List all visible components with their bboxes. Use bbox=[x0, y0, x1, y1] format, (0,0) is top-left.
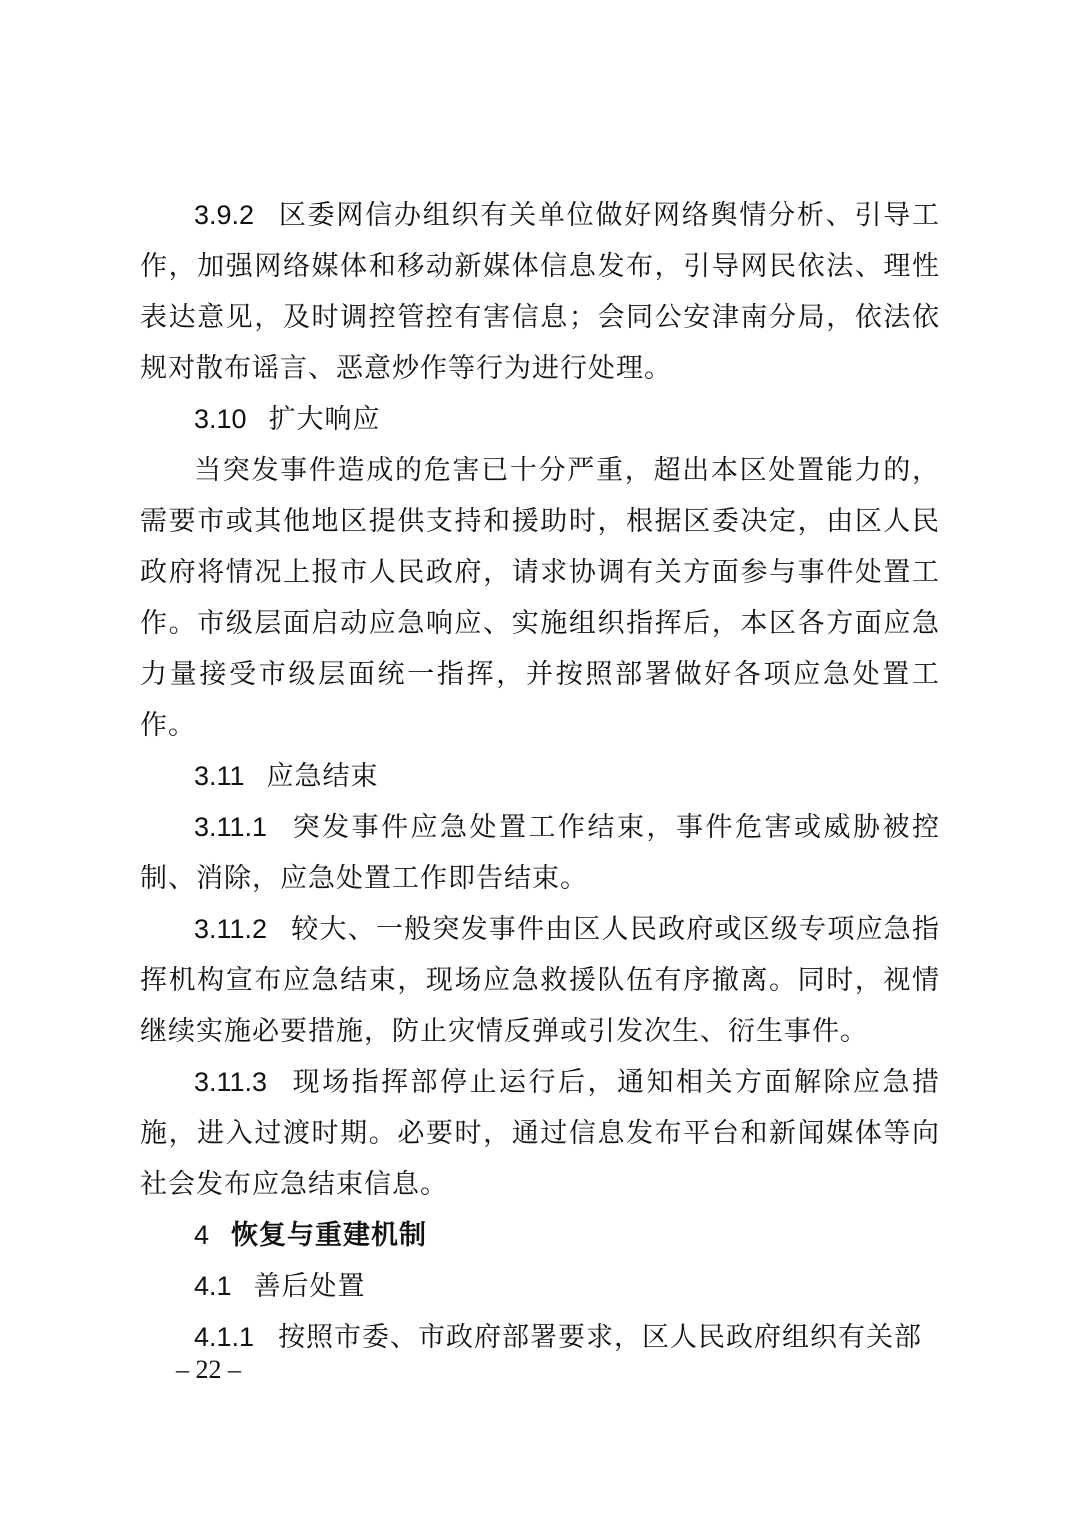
heading-3-11 bbox=[140, 751, 940, 802]
heading-4 bbox=[140, 1210, 940, 1261]
heading-text: 善后处置 bbox=[253, 1271, 366, 1302]
paragraph-text: 突发事件应急处置工作结束，事件危害或威胁被控制、消除，应急处置工作即告结束。 bbox=[140, 812, 940, 894]
section-number: 3.11 bbox=[194, 761, 245, 791]
section-number: 4.1.1 bbox=[194, 1322, 255, 1352]
paragraph-4-1-1 bbox=[140, 1312, 940, 1363]
heading-text: 扩大响应 bbox=[268, 404, 381, 435]
section-number: 4.1 bbox=[194, 1271, 232, 1301]
paragraph-text: 较大、一般突发事件由区人民政府或区级专项应急指挥机构宣布应急结束，现场应急救援队伍有序撤离。同时，视情继续实施必要措施，防止灾情反弹或引发次生、衍生事件。 bbox=[140, 914, 940, 1047]
paragraph-text: 按照市委、市政府部署要求，区人民政府组织有关部 bbox=[278, 1322, 923, 1353]
paragraph-text: 当突发事件造成的危害已十分严重，超出本区处置能力的，需要市或其他地区提供支持和援助时，根据区委决定，由区人民政府将情况上报市人民政府，请求协调有关方面参与事件处置工作。市级层面启动应急响应、实施组织指挥后，本区各方面应急力量接受市级层面统一指挥，并按照部署做好各项应急处置工作。 bbox=[140, 455, 940, 741]
heading-text: 恢复与重建机制 bbox=[231, 1220, 428, 1251]
paragraph-3-11-1 bbox=[140, 802, 940, 904]
paragraph-text: 现场指挥部停止运行后，通知相关方面解除应急措施，进入过渡时期。必要时，通过信息发布平台和新闻媒体等向社会发布应急结束信息。 bbox=[140, 1067, 940, 1200]
body-text bbox=[140, 190, 940, 1363]
paragraph-3-11-2 bbox=[140, 904, 940, 1057]
section-number: 3.10 bbox=[194, 404, 247, 434]
section-number: 3.11.3 bbox=[194, 1067, 268, 1097]
section-number: 4 bbox=[194, 1220, 210, 1250]
paragraph-text: 区委网信办组织有关单位做好网络舆情分析、引导工作，加强网络媒体和移动新媒体信息发布，引导网民依法、理性表达意见，及时调控管控有害信息；会同公安津南分局，依法依规对散布谣言、恶意炒作等行为进行处理。 bbox=[140, 200, 940, 384]
heading-4-1 bbox=[140, 1261, 940, 1312]
heading-3-10 bbox=[140, 394, 940, 445]
section-number: 3.11.1 bbox=[194, 812, 268, 842]
heading-text: 应急结束 bbox=[266, 761, 379, 792]
page-number: – 22 – bbox=[176, 1355, 241, 1384]
paragraph-3-11-3 bbox=[140, 1057, 940, 1210]
section-number: 3.11.2 bbox=[194, 914, 268, 944]
paragraph-3-9-2 bbox=[140, 190, 940, 394]
section-number: 3.9.2 bbox=[194, 200, 255, 230]
paragraph-3-10-body bbox=[140, 445, 940, 751]
